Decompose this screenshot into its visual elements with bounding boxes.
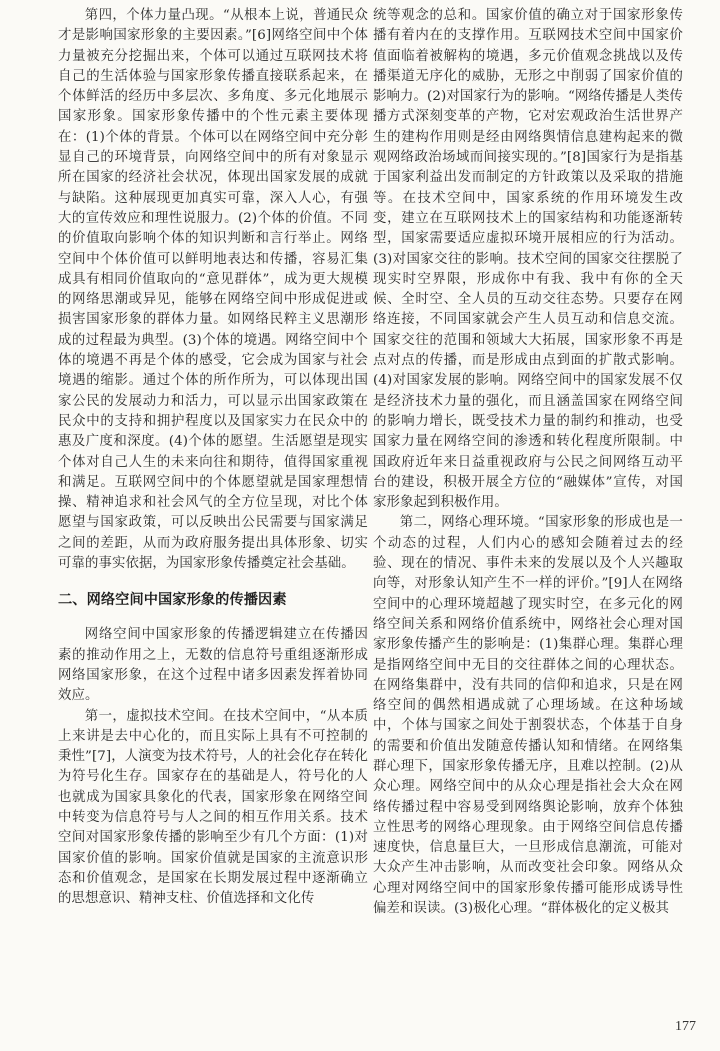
- body-paragraph: 第二，网络心理环境。“国家形象的形成也是一个动态的过程，人们内心的感知会随着过去的经验、现在的情况、事件未来的发展以及个人兴趣取向等，对形象认知产生不一样的评价。”[9]人在网络空间中的心理环境超越了现实时空，在多元化的网络空间关系和网络价值系统中，网络社会心理对国家形象传播产生的影响是：(1)集群心理。集群心理是指网络空间中无目的交往群体之间的心理状态。在网络集群中，没有共同的信仰和追求，只是在网络空间的偶然相遇成就了心理场域。在这种场域中，个体与国家之间处于割裂状态，个体基于自身的需要和价值出发随意传播认知和情绪。在网络集群心理下，国家形象传播无序，且难以控制。(2)从众心理。网络空间中的从众心理是指社会大众在网络传播过程中容易受到网络舆论影响，放弃个体独立性思考的网络心理现象。由于网络空间信息传播速度快，信息量巨大，一旦形成信息潮流，可能对大众产生冲击影响，从而改变社会印象。网络从众心理对网络空间中的国家形象传播可能形成诱导性偏差和误读。(3)极化心理。“群体极化的定义极其: [373, 515, 683, 917]
- page-number: 177: [675, 1019, 696, 1034]
- body-paragraph: 统等观念的总和。国家价值的确立对于国家形象传播有着内在的支撑作用。互联网技术空间中国家价值面临着被解构的境遇，多元价值观念挑战以及传播渠道无序化的威胁，无形之中削弱了国家价值的影响力。(2)对国家行为的影响。“网络传播是人类传播方式深刻变革的产物，它对宏观政治生活世界产生的建构作用则是经由网络舆情信息建构起来的微观网络政治场域而间接实现的。”[8]国家行为是指基于国家利益出发而制定的方针政策以及采取的措施等。在技术空间中，国家系统的作用环境发生改变，建立在互联网技术上的国家结构和功能逐渐转型，国家需要适应虚拟环境开展相应的行为活动。(3)对国家交往的影响。技术空间的国家交往摆脱了现实时空界限，形成你中有我、我中有你的全天候、全时空、全人员的互动交往态势。只要存在网络连接，不同国家就会产生人员互动和信息交流。国家交往的范围和领域大大拓展，国家形象不再是点对点的传播，而是形成由点到面的扩散式影响。(4)对国家发展的影响。网络空间中的国家发展不仅是经济技术力量的强化，而且涵盖国家在网络空间的影响力增长，既受技术力量的制约和推动，也受国家力量在网络空间的渗透和转化程度所限制。中国政府近年来日益重视政府与公民之间网络互动平台的建设，积极开展全方位的“融媒体”宣传，对国家形象起到积极作用。: [373, 8, 683, 511]
- body-paragraph: 第四，个体力量凸现。“从根本上说，普通民众才是影响国家形象的主要因素。”[6]网络空间中个体力量被充分挖掘出来，个体可以通过互联网技术将自己的生活体验与国家形象传播直接联系起来，在个体鲜活的经历中多层次、多角度、多元化地展示国家形象。国家形象传播中的个性元素主要体现在：(1)个体的背景。个体可以在网络空间中充分彰显自己的环境背景，向网络空间中的所有对象显示所在国家的经济社会状况，体现出国家发展的成就与缺陷。这种展现更加真实可靠，深入人心，有强大的宣传效应和理性说服力。(2)个体的价值。不同的价值取向影响个体的知识判断和言行举止。网络空间中个体价值可以鲜明地表达和传播，容易汇集成具有相同价值取向的“意见群体”，成为更大规模的网络思潮或异见，能够在网络空间中形成促进或损害国家形象的群体力量。如网络民粹主义思潮形成的过程最为典型。(3)个体的境遇。网络空间中个体的境遇不再是个体的感受，它会成为国家与社会境遇的缩影。通过个体的所作所为，可以体现出国家公民的发展动力和活力，可以显示出国家政策在民众中的支持和拥护程度以及国家实力在民众中的惠及广度和深度。(4)个体的愿望。生活愿望是现实个体对自己人生的未来向往和期待，值得国家重视和满足。互联网空间中的个体愿望就是国家理想情操、精神追求和社会风气的全方位呈现，对比个体愿望与国家政策，可以反映出公民需要与国家满足之间的差距，从而为政府服务提出具体形象、切实可靠的事实依据，为国家形象传播奠定社会基础。: [58, 8, 368, 572]
- right-column: [373, 6, 683, 919]
- body-paragraph: 第一，虚拟技术空间。在技术空间中，“从本质上来讲是去中心化的，而且实际上具有不可控制的秉性”[7]，人演变为技术符号，人的社会化存在转化为符号化生存。国家存在的基础是人，符号化的人也就成为国家具象化的代表，国家形象在网络空间中转变为信息符号与人之间的相互作用关系。技术空间对国家形象传播的影响至少有几个方面：(1)对国家价值的影响。国家价值就是国家的主流意识形态和价值观念，是国家在长期发展过程中逐渐确立的思想意识、精神支柱、价值选择和文化传: [58, 708, 368, 907]
- left-column: [58, 6, 368, 909]
- section-heading: 二、网络空间中国家形象的传播因素: [58, 592, 287, 609]
- body-paragraph: 网络空间中国家形象的传播逻辑建立在传播因素的推动作用之上，无数的信息符号重组逐渐形成网络国家形象，在这个过程中诸多因素发挥着协同效应。: [58, 627, 368, 704]
